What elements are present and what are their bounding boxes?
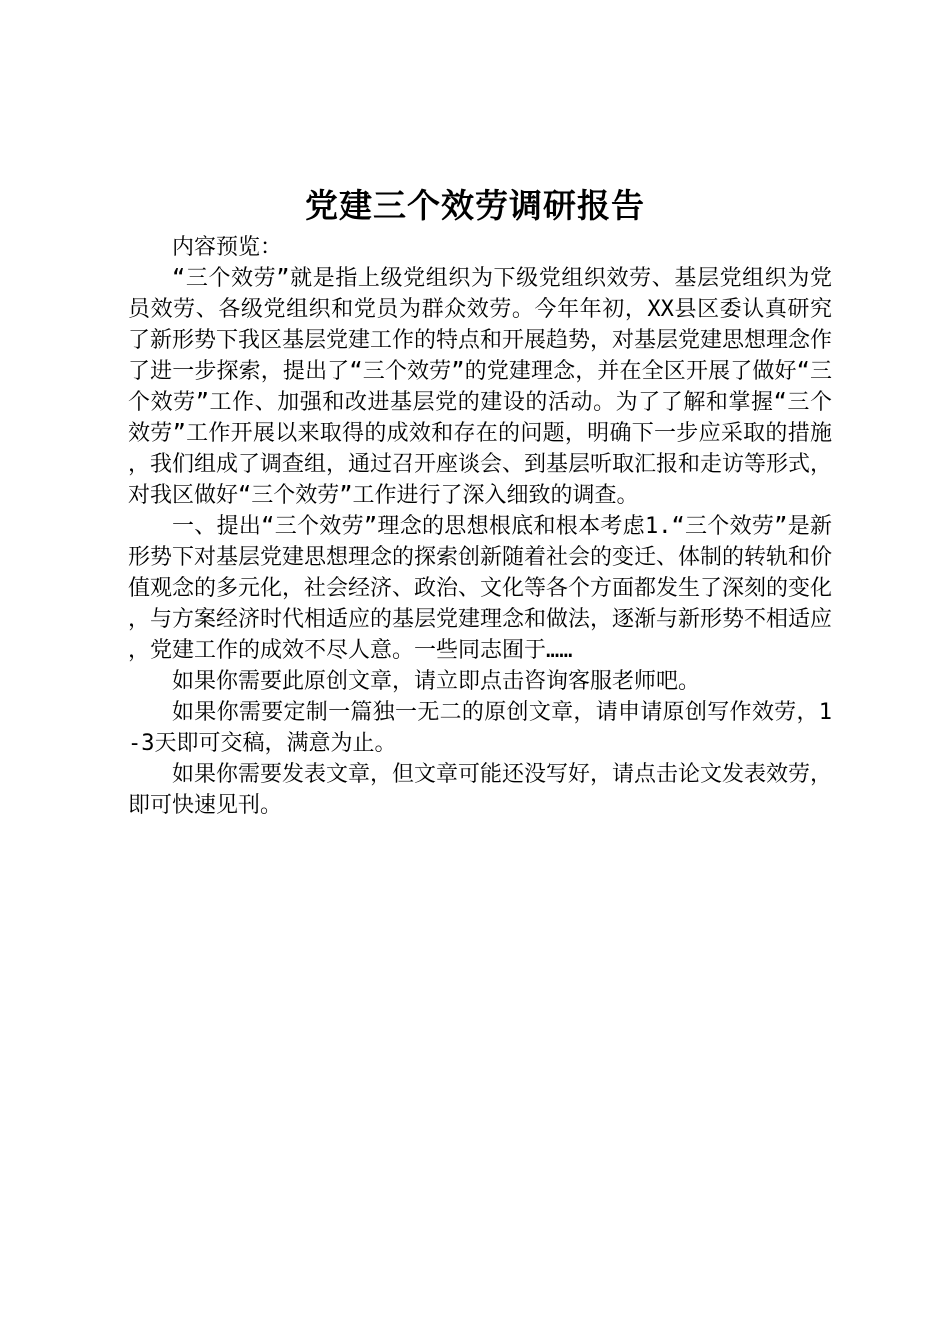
preview-label: 内容预览： <box>172 235 283 260</box>
paragraph-intro: “三个效劳”就是指上级党组织为下级党组织效劳、基层党组织为党员效劳、各级党组织和党员为群众效劳。今年年初，XX县区委认真研究了新形势下我区基层党建工作的特点和开展趋势，对基层党建思想理念作了进一步探索，提出了“三个效劳”的党建理念，并在全区开展了做好“三个效劳”工作、加强和改进基层党的建设的活动。为了了解和掌握“三个效劳”工作开展以来取得的成效和存在的问题，明确下一步应采取的措施，我们组成了调查组，通过召开座谈会、到基层听取汇报和走访等形式，对我区做好“三个效劳”工作进行了深入细致的调查。 <box>128 266 833 508</box>
paragraph-publishing: 如果你需要发表文章，但文章可能还没写好，请点击论文发表效劳，即可快速见刊。 <box>128 762 833 818</box>
paragraph-section-one: 一、提出“三个效劳”理念的思想根底和根本考虑1.“三个效劳”是新形势下对基层党建思想理念的探索创新随着社会的变迁、体制的转轨和价值观念的多元化，社会经济、政治、文化等各个方面都发生了深刻的变化，与方案经济时代相适应的基层党建理念和做法，逐渐与新形势不相适应，党建工作的成效不尽人意。一些同志囿于…… <box>128 514 833 663</box>
paragraph-custom-writing: 如果你需要定制一篇独一无二的原创文章，请申请原创写作效劳，1-3天即可交稿，满意为止。 <box>128 700 832 756</box>
document-title: 党建三个效劳调研报告 <box>305 186 645 225</box>
paragraph-consult: 如果你需要此原创文章，请立即点击咨询客服老师吧。 <box>172 669 701 694</box>
document-body <box>128 232 832 821</box>
